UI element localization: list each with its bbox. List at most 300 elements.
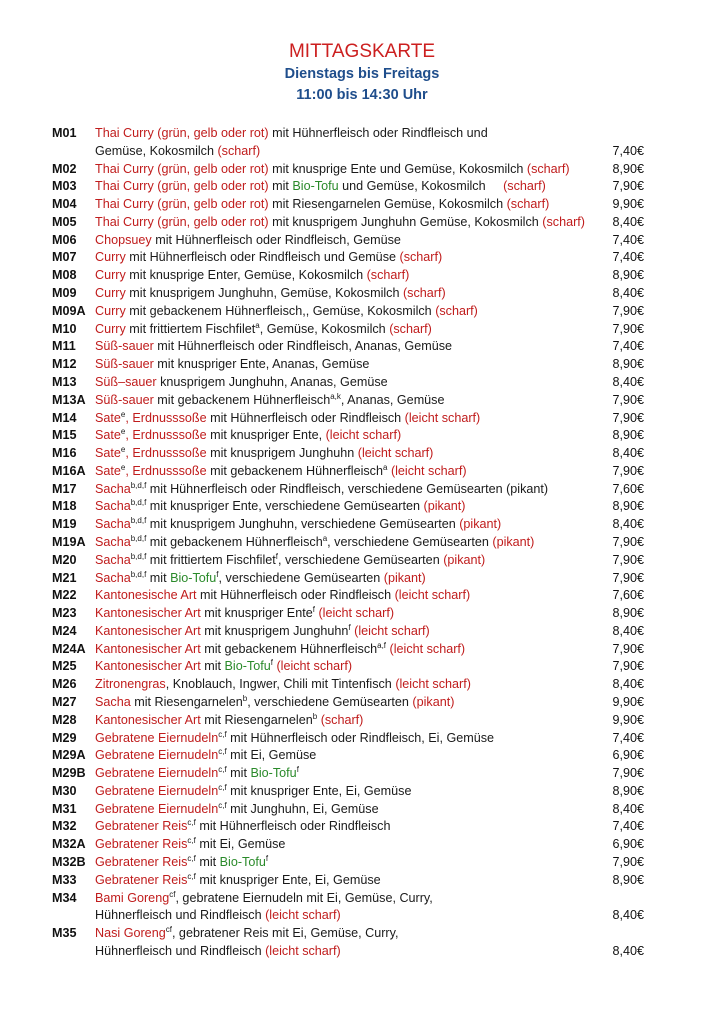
- description-text: mit knuspriger Ente, verschiedene Gemüsearten: [146, 499, 424, 514]
- description-line: [95, 907, 600, 925]
- item-price: 7,40€: [612, 339, 644, 354]
- item-code: M10: [52, 321, 77, 336]
- menu-item: [52, 249, 652, 267]
- description-text: mit Junghuhn, Ei, Gemüse: [226, 801, 379, 816]
- highlight-text: (scharf): [435, 303, 478, 318]
- highlight-text: Süß-sauer: [95, 339, 154, 354]
- description-line: [95, 605, 600, 623]
- item-code: M08: [52, 268, 77, 283]
- description-text: mit Hühnerfleisch oder Rindfleisch und: [268, 126, 488, 140]
- description-text: mit knuspriger Ente, Ei, Gemüse: [195, 872, 381, 887]
- item-price: 7,90€: [612, 766, 644, 781]
- highlight-text: Sate: [95, 446, 121, 461]
- highlight-text: Kantonesischer Art: [95, 623, 201, 638]
- description-line: [95, 658, 600, 676]
- item-description: [95, 161, 652, 179]
- item-price: 8,40€: [612, 517, 644, 532]
- item-code: M06: [52, 232, 77, 247]
- description-text: mit knusprigem Junghuhn Gemüse, Kokosmilch: [268, 214, 543, 229]
- description-text: mit: [200, 659, 225, 674]
- item-price: 8,40€: [612, 623, 644, 638]
- description-text: mit Riesengarnelen: [200, 712, 313, 727]
- highlight-text: Gebratener Reis: [95, 855, 188, 870]
- description-text: mit gebackenem Hühnerfleisch,, Gemüse, Kokosmilch: [125, 303, 436, 318]
- item-description: [95, 427, 652, 445]
- highlight-text: (scharf): [402, 286, 446, 301]
- allergen-marker: f: [312, 604, 315, 614]
- item-price: 8,90€: [612, 499, 644, 514]
- description-text: , verschiedene Gemüsearten: [218, 570, 384, 585]
- menu-hours: 11:00 bis 14:30 Uhr: [296, 87, 428, 103]
- highlight-text: Curry: [95, 268, 126, 283]
- description-line: [95, 143, 600, 161]
- menu-item: [52, 605, 652, 623]
- description-line: [95, 498, 600, 516]
- menu-item: [52, 196, 652, 214]
- description-text: Hühnerfleisch und Rindfleisch: [95, 908, 266, 923]
- description-text: mit frittiertem Fischfilet: [125, 321, 256, 336]
- highlight-text: Zitronengras: [95, 677, 166, 692]
- item-price: 8,40€: [612, 908, 644, 923]
- allergen-marker: e: [120, 462, 126, 472]
- description-line: [95, 747, 600, 765]
- description-line: [95, 161, 600, 179]
- item-description: [95, 925, 652, 961]
- item-description: [95, 658, 652, 676]
- highlight-text: Gebratener Reis: [95, 837, 188, 852]
- highlight-text: Kantonesischer Art: [95, 641, 201, 656]
- description-text: mit Hühnerfleisch oder Rindfleisch, Ananas, Gemüse: [153, 339, 452, 354]
- description-line: [95, 730, 600, 748]
- item-code: M29B: [52, 766, 86, 781]
- tofu-text: Bio-Tofu: [292, 179, 339, 194]
- allergen-marker: cf: [165, 924, 172, 934]
- highlight-text: Gebratener Reis: [95, 872, 188, 887]
- description-text: mit knusprigem Junghuhn, verschiedene Gemüsearten: [146, 517, 460, 532]
- menu-item: [52, 872, 652, 890]
- item-code: M32A: [52, 837, 86, 852]
- menu-item: [52, 783, 652, 801]
- description-line: [95, 818, 600, 836]
- item-code: M15: [52, 428, 77, 443]
- item-code: M29A: [52, 748, 86, 763]
- item-description: [95, 854, 652, 872]
- item-price: 7,90€: [612, 321, 644, 336]
- description-text: mit gebackenem Hühnerfleisch: [200, 641, 378, 656]
- menu-item: [52, 552, 652, 570]
- description-line: [95, 410, 600, 428]
- menu-item: [52, 338, 652, 356]
- allergen-marker: c,f: [187, 871, 196, 881]
- highlight-text: Thai Curry (grün, gelb oder rot): [95, 197, 269, 212]
- highlight-text: Thai Curry (grün, gelb oder rot): [95, 214, 269, 229]
- highlight-text: Sate: [95, 428, 121, 443]
- highlight-text: Curry: [95, 321, 126, 336]
- item-price: 7,90€: [612, 463, 644, 478]
- highlight-text: (leicht scharf): [394, 588, 471, 603]
- allergen-marker: f: [275, 551, 278, 561]
- item-code: M33: [52, 872, 77, 887]
- item-description: [95, 196, 652, 214]
- item-price: 7,90€: [612, 641, 644, 656]
- allergen-marker: f: [216, 569, 219, 579]
- description-line: [95, 516, 600, 534]
- item-description: [95, 801, 652, 819]
- item-code: M11: [52, 339, 76, 354]
- menu-item: [52, 730, 652, 748]
- description-line: [95, 872, 600, 890]
- highlight-text: (pikant): [412, 695, 455, 709]
- menu-item: [52, 516, 652, 534]
- menu-item: [52, 641, 652, 659]
- menu-item: [52, 587, 652, 605]
- item-code: M13A: [52, 392, 86, 407]
- highlight-text: (leicht scharf): [404, 410, 481, 425]
- description-text: mit Hühnerfleisch oder Rindfleisch: [206, 410, 405, 425]
- description-text: mit: [195, 855, 220, 870]
- item-price: 9,90€: [612, 712, 644, 727]
- description-text: mit gebackenem Hühnerfleisch: [206, 463, 383, 478]
- description-text: mit gebackenem Hühnerfleisch: [146, 534, 323, 549]
- item-code: M05: [52, 214, 77, 229]
- description-text: mit knusprigem Junghuhn, Gemüse, Kokosmilch: [125, 286, 403, 301]
- description-text: mit frittiertem Fischfilet: [146, 552, 276, 567]
- allergen-marker: cf: [169, 889, 176, 899]
- description-line: [95, 641, 600, 659]
- description-line: [95, 285, 600, 303]
- highlight-text: Nasi Goreng: [95, 926, 166, 941]
- description-line: [95, 783, 600, 801]
- item-price: 7,40€: [612, 232, 644, 247]
- highlight-text: , Erdnusssoße: [125, 463, 207, 478]
- description-line: [95, 534, 600, 552]
- description-line: [95, 338, 600, 356]
- item-description: [95, 765, 652, 783]
- highlight-text: (scharf): [526, 161, 570, 176]
- item-description: [95, 267, 652, 285]
- item-description: [95, 605, 652, 623]
- description-text: , verschiedene Gemüsearten: [327, 534, 493, 549]
- item-price: 7,90€: [612, 534, 644, 549]
- description-text: mit knusprige Ente und Gemüse, Kokosmilch: [268, 161, 527, 176]
- description-text: mit knusprige Enter, Gemüse, Kokosmilch: [125, 268, 367, 283]
- item-price: 7,90€: [612, 659, 644, 674]
- menu-item: [52, 694, 652, 712]
- item-code: M19: [52, 517, 77, 532]
- menu-item: [52, 765, 652, 783]
- highlight-text: Curry: [95, 250, 126, 265]
- description-line: [95, 570, 600, 588]
- item-description: [95, 445, 652, 463]
- menu-item: [52, 818, 652, 836]
- item-description: [95, 641, 652, 659]
- menu-item: [52, 854, 652, 872]
- description-text: mit Ei, Gemüse: [226, 748, 317, 763]
- item-description: [95, 694, 652, 712]
- description-line: [95, 765, 600, 783]
- highlight-text: (scharf): [399, 250, 443, 265]
- item-code: M09A: [52, 303, 86, 318]
- allergen-marker: a: [255, 320, 260, 330]
- item-price: 7,40€: [612, 819, 644, 834]
- description-line: [95, 552, 600, 570]
- menu-item: [52, 392, 652, 410]
- item-code: M23: [52, 606, 77, 621]
- highlight-text: (leicht scharf): [389, 641, 466, 656]
- description-text: , verschiedene Gemüsearten: [247, 695, 413, 709]
- item-description: [95, 232, 652, 250]
- item-price: 8,90€: [612, 268, 644, 283]
- item-code: M14: [52, 410, 77, 425]
- description-text: , verschiedene Gemüsearten: [277, 552, 444, 567]
- allergen-marker: c,f: [218, 729, 227, 739]
- item-code: M16: [52, 446, 77, 461]
- highlight-text: Gebratener Reis: [95, 819, 188, 834]
- description-text: mit gebackenem Hühnerfleisch: [153, 392, 331, 407]
- description-text: mit knuspriger Ente, Ananas, Gemüse: [153, 357, 370, 372]
- item-code: M32B: [52, 855, 86, 870]
- highlight-text: Gebratene Eiernudeln: [95, 783, 219, 798]
- item-code: M24: [52, 623, 77, 638]
- highlight-text: Sacha: [95, 570, 131, 585]
- tofu-text: Bio-Tofu: [219, 855, 266, 870]
- item-description: [95, 836, 652, 854]
- highlight-text: Kantonesischer Art: [95, 606, 201, 621]
- item-code: M34: [52, 890, 77, 905]
- description-line: [95, 392, 600, 410]
- highlight-text: (pikant): [443, 552, 486, 567]
- description-text: , Gemüse, Kokosmilch: [259, 321, 390, 336]
- highlight-text: , Erdnusssoße: [125, 446, 207, 461]
- item-description: [95, 338, 652, 356]
- allergen-marker: e: [120, 427, 126, 437]
- item-price: 7,90€: [612, 552, 644, 567]
- description-line: [95, 267, 600, 285]
- description-line: [95, 694, 600, 712]
- menu-days: Dienstags bis Freitags: [284, 66, 440, 82]
- highlight-text: Sacha: [95, 534, 131, 549]
- allergen-marker: b: [242, 693, 248, 703]
- description-text: mit Riesengarnelen: [130, 695, 243, 709]
- description-line: [95, 943, 600, 961]
- menu-item: [52, 836, 652, 854]
- item-price: 9,90€: [612, 197, 644, 212]
- description-text: mit Hühnerfleisch oder Rindfleisch und Gemüse: [125, 250, 400, 265]
- allergen-marker: c,f: [218, 747, 227, 757]
- description-line: [95, 427, 600, 445]
- menu-item: [52, 214, 652, 232]
- description-text: mit Hühnerfleisch oder Rindfleisch, Ei, Gemüse: [226, 730, 495, 745]
- description-text: mit Hühnerfleisch oder Rindfleisch, verschiedene Gemüsearten (pikant): [146, 481, 549, 496]
- description-text: mit Ei, Gemüse: [195, 837, 286, 852]
- item-description: [95, 303, 652, 321]
- item-code: M01: [52, 126, 77, 140]
- menu-item: [52, 658, 652, 676]
- description-text: mit Hühnerfleisch oder Rindfleisch, Gemüse: [151, 232, 401, 247]
- menu-item: [52, 125, 652, 161]
- allergen-marker: c,f: [187, 836, 196, 846]
- highlight-text: Sacha: [95, 517, 131, 532]
- menu-item: [52, 232, 652, 250]
- highlight-text: Kantonesischer Art: [95, 659, 201, 674]
- highlight-text: (scharf): [217, 143, 261, 158]
- item-price: 7,90€: [612, 392, 644, 407]
- tofu-text: Bio-Tofu: [170, 570, 217, 585]
- allergen-marker: a: [322, 533, 328, 543]
- highlight-text: Gebratene Eiernudeln: [95, 766, 219, 781]
- item-description: [95, 712, 652, 730]
- item-description: [95, 410, 652, 428]
- item-code: M17: [52, 481, 77, 496]
- menu-item: [52, 161, 652, 179]
- item-price: 8,90€: [612, 783, 644, 798]
- allergen-marker: b,d,f: [130, 533, 147, 543]
- item-description: [95, 730, 652, 748]
- description-line: [95, 890, 600, 908]
- description-text: mit knusprigem Junghuhn: [206, 446, 358, 461]
- description-line: [95, 374, 600, 392]
- highlight-text: Chopsuey: [95, 232, 152, 247]
- item-price: 8,90€: [612, 161, 644, 176]
- menu-item: [52, 374, 652, 392]
- description-line: [95, 801, 600, 819]
- allergen-marker: f: [265, 853, 269, 863]
- item-code: M18: [52, 499, 77, 514]
- highlight-text: Gebratene Eiernudeln: [95, 801, 219, 816]
- allergen-marker: c,f: [187, 818, 196, 828]
- description-text: , gebratener Reis mit Ei, Gemüse, Curry,: [171, 926, 399, 941]
- item-price: 8,40€: [612, 943, 644, 958]
- description-text: und Gemüse, Kokosmilch: [338, 179, 504, 194]
- menu-item: [52, 801, 652, 819]
- highlight-text: Sacha: [95, 552, 131, 567]
- item-price: 8,40€: [612, 446, 644, 461]
- highlight-text: Curry: [95, 286, 126, 301]
- allergen-marker: a,k: [330, 391, 341, 401]
- description-text: mit knuspriger Ente: [200, 606, 313, 621]
- item-code: M24A: [52, 641, 86, 656]
- item-code: M03: [52, 179, 77, 194]
- item-description: [95, 552, 652, 570]
- menu-item: [52, 321, 652, 339]
- description-text: knusprigem Junghuhn, Ananas, Gemüse: [156, 374, 388, 389]
- description-line: [95, 321, 600, 339]
- highlight-text: Thai Curry (grün, gelb oder rot): [95, 161, 269, 176]
- item-code: M13: [52, 374, 77, 389]
- highlight-text: Sate: [95, 410, 121, 425]
- menu-item: [52, 178, 652, 196]
- description-text: , Knoblauch, Ingwer, Chili mit Tintenfisch: [165, 677, 396, 692]
- item-description: [95, 890, 652, 926]
- description-text: Hühnerfleisch und Rindfleisch: [95, 943, 266, 958]
- allergen-marker: f: [348, 622, 351, 632]
- highlight-text: Curry: [95, 303, 126, 318]
- item-price: 8,90€: [612, 428, 644, 443]
- highlight-text: (pikant): [383, 570, 426, 585]
- item-description: [95, 214, 652, 232]
- highlight-text: (pikant): [459, 517, 502, 532]
- item-description: [95, 125, 652, 161]
- description-line: [95, 125, 600, 143]
- highlight-text: (scharf): [503, 179, 546, 194]
- description-line: [95, 836, 600, 854]
- highlight-text: Gebratene Eiernudeln: [95, 748, 219, 763]
- description-line: [95, 463, 600, 481]
- menu-item: [52, 356, 652, 374]
- item-description: [95, 587, 652, 605]
- description-line: [95, 925, 600, 943]
- menu-item: [52, 445, 652, 463]
- item-price: 8,40€: [612, 677, 644, 692]
- description-text: mit: [146, 570, 171, 585]
- item-description: [95, 178, 652, 196]
- item-description: [95, 818, 652, 836]
- menu-title: MITTAGSKARTE: [288, 41, 436, 62]
- item-description: [95, 481, 652, 499]
- item-code: M07: [52, 250, 77, 265]
- item-code: M27: [52, 695, 77, 709]
- item-price: 7,40€: [612, 143, 644, 158]
- item-description: [95, 872, 652, 890]
- menu-item: [52, 267, 652, 285]
- allergen-marker: b,d,f: [130, 551, 147, 561]
- item-code: M22: [52, 588, 77, 603]
- allergen-marker: c,f: [218, 764, 227, 774]
- highlight-text: (leicht scharf): [354, 623, 430, 638]
- menu-list: [52, 125, 652, 961]
- item-price: 6,90€: [612, 837, 644, 852]
- description-line: [95, 232, 600, 250]
- item-code: M29: [52, 730, 77, 745]
- allergen-marker: c,f: [187, 853, 196, 863]
- description-line: [95, 249, 600, 267]
- highlight-text: (scharf): [320, 712, 364, 727]
- allergen-marker: b,d,f: [130, 569, 147, 579]
- description-text: , Ananas, Gemüse: [340, 392, 445, 407]
- description-line: [95, 712, 600, 730]
- highlight-text: , Erdnusssoße: [125, 410, 207, 425]
- description-line: [95, 303, 600, 321]
- highlight-text: Sate: [95, 463, 121, 478]
- item-description: [95, 676, 652, 694]
- description-line: [95, 445, 600, 463]
- menu-item: [52, 285, 652, 303]
- description-text: mit Hühnerfleisch oder Rindfleisch: [196, 588, 395, 603]
- description-line: [95, 481, 600, 499]
- item-description: [95, 321, 652, 339]
- highlight-text: Sacha: [95, 695, 131, 709]
- item-description: [95, 285, 652, 303]
- item-code: M16A: [52, 463, 86, 478]
- highlight-text: Süß-sauer: [95, 357, 154, 372]
- highlight-text: (scharf): [366, 268, 410, 283]
- allergen-marker: b,d,f: [130, 498, 147, 508]
- allergen-marker: f: [296, 764, 299, 774]
- item-price: 8,90€: [612, 357, 644, 372]
- menu-item: [52, 410, 652, 428]
- highlight-text: Gebratene Eiernudeln: [95, 730, 219, 745]
- highlight-text: Sacha: [95, 499, 131, 514]
- item-description: [95, 249, 652, 267]
- menu-item: [52, 925, 652, 961]
- item-price: 8,40€: [612, 214, 644, 229]
- item-description: [95, 498, 652, 516]
- menu-item: [52, 303, 652, 321]
- menu-item: [52, 463, 652, 481]
- item-price: 7,40€: [612, 250, 644, 265]
- allergen-marker: c,f: [218, 782, 227, 792]
- item-code: M35: [52, 926, 77, 941]
